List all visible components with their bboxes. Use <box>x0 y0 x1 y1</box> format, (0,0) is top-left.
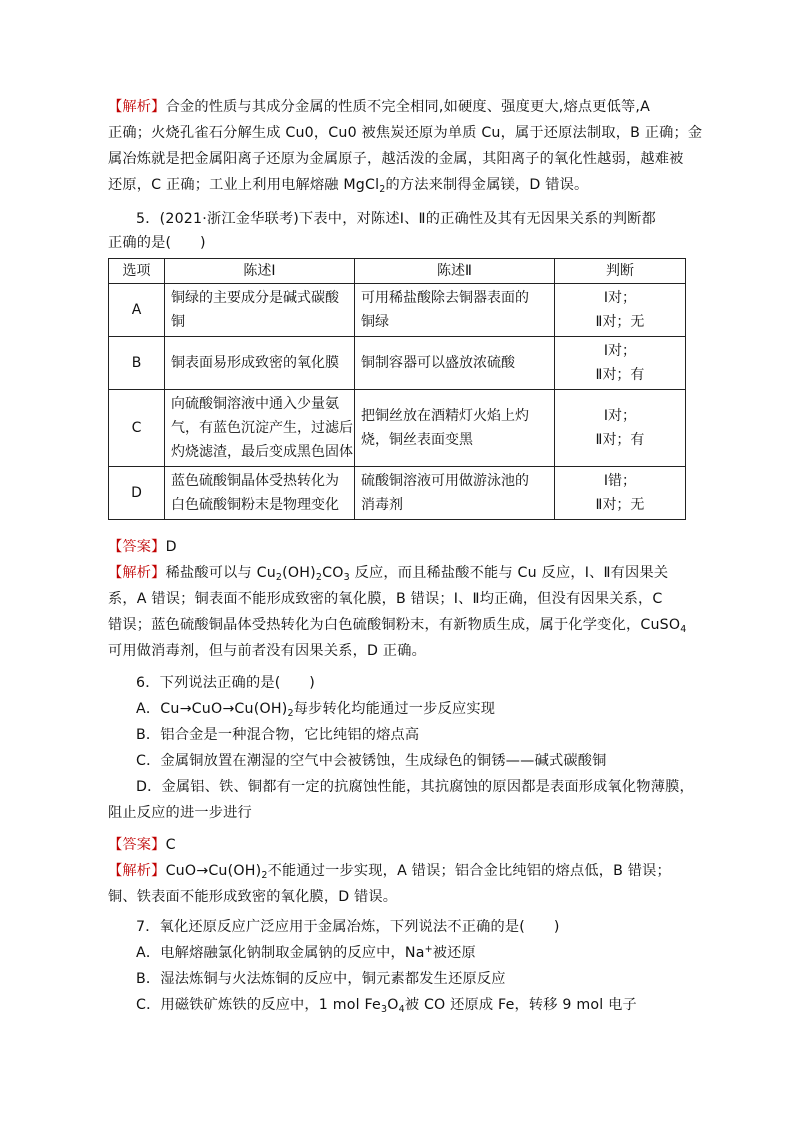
q6-option-a: A．$Cu\to CuO\to Cu(OH)_2$每步转化均能通过一步反应实现 <box>136 701 496 719</box>
statement-1-cell: 铜绿的主要成分是碱式碳酸 铜 <box>165 284 355 337</box>
judgement-cell: Ⅰ对； Ⅱ对；无 <box>555 284 686 337</box>
answer-tag: 【答案】 <box>108 837 166 853</box>
statement-1-cell: 蓝色硫酸铜晶体受热转化为 白色硫酸铜粉末是物理变化 <box>165 467 355 520</box>
analysis-tag: 【解析】 <box>108 565 166 581</box>
analysis-tag: 【解析】 <box>108 99 166 115</box>
table-row <box>109 390 686 467</box>
statement-2-cell: 铜制容器可以盛放浓硫酸 <box>355 337 555 390</box>
header-statement-2: 陈述Ⅱ <box>355 259 555 284</box>
statement-1-cell: 向硫酸铜溶液中通入少量氨 气，有蓝色沉淀产生，过滤后 灼烧滤渣，最后变成黑色固体 <box>165 390 355 467</box>
statement-2-cell: 可用稀盐酸除去铜器表面的 铜绿 <box>355 284 555 337</box>
q4-analysis-line-3: 属冶炼就是把金属阳离子还原为金属原子，越活泼的金属，其阳离子的氧化性越弱，越难被 <box>108 151 684 167</box>
q6-analysis-line-1: 【解析】$CuO\to Cu(OH)_2$不能通过一步实现，A 错误；铝合金比纯铝的熔点低，B 错误； <box>108 863 671 881</box>
table-header-row <box>109 259 686 284</box>
q6-answer-line <box>108 834 688 856</box>
q6-option-d-line-2: 阻止反应的进一步进行 <box>108 805 252 821</box>
option-cell: B <box>109 337 165 390</box>
table-row <box>109 467 686 520</box>
statement-2-cell: 把铜丝放在酒精灯火焰上灼 烧，铜丝表面变黑 <box>355 390 555 467</box>
q5-answer-line <box>108 536 688 558</box>
q7-option-c: C．用磁铁矿炼铁的反应中，1 mol $Fe_3O_4$被 CO 还原成 Fe，转移 9 mol 电子 <box>136 997 637 1015</box>
q5-analysis-line-4: 可用做消毒剂，但与前者没有因果关系，D 正确。 <box>108 643 426 659</box>
q7-option-a: A．电解熔融氯化钠制取金属钠的反应中，Na+被还原 <box>136 944 476 961</box>
q6-option-d-line-1: D．金属铝、铁、铜都有一定的抗腐蚀性能，其抗腐蚀的原因都是表面形成氧化物薄膜， <box>136 779 694 795</box>
answer-tag: 【答案】 <box>108 539 166 555</box>
q6-stem: 6．下列说法正确的是( ) <box>136 675 315 691</box>
option-cell: A <box>109 284 165 337</box>
q7-option-b: B．湿法炼铜与火法炼铜的反应中，铜元素都发生还原反应 <box>136 971 506 987</box>
q4-analysis-line-1: 【解析】合金的性质与其成分金属的性质不完全相同,如硬度、强度更大,熔点更低等,A <box>108 99 650 115</box>
judgement-cell: Ⅰ对； Ⅱ对；有 <box>555 337 686 390</box>
table-row <box>109 337 686 390</box>
q5-table <box>108 258 686 520</box>
statement-2-cell: 硫酸铜溶液可用做游泳池的 消毒剂 <box>355 467 555 520</box>
header-statement-1: 陈述Ⅰ <box>165 259 355 284</box>
answer-value: D <box>165 539 177 555</box>
q6-option-b: B．铝合金是一种混合物，它比纯铝的熔点高 <box>136 727 420 743</box>
q4-analysis-line-2: 正确；火烧孔雀石分解生成 Cu0，Cu0 被焦炭还原为单质 Cu，属于还原法制取，B 正确；金 <box>108 125 703 141</box>
q5-stem-line-2: 正确的是( ) <box>108 235 206 251</box>
table-row <box>109 284 686 337</box>
judgement-cell: Ⅰ错； Ⅱ对；无 <box>555 467 686 520</box>
option-cell: D <box>109 467 165 520</box>
analysis-tag: 【解析】 <box>108 863 166 879</box>
header-judgement: 判断 <box>555 259 686 284</box>
answer-value: C <box>165 837 176 853</box>
header-option: 选项 <box>109 259 165 284</box>
statement-1-cell: 铜表面易形成致密的氧化膜 <box>165 337 355 390</box>
q5-analysis-line-3: 错误；蓝色硫酸铜晶体受热转化为白色硫酸铜粉末，有新物质生成，属于化学变化，CuSO$_4$ <box>108 617 687 635</box>
q6-option-c: C．金属铜放置在潮湿的空气中会被锈蚀，生成绿色的铜锈——碱式碳酸铜 <box>136 753 607 769</box>
q5-analysis-line-1: 【解析】稀盐酸可以与 $Cu_2(OH)_2CO_3$ 反应，而且稀盐酸不能与 Cu 反应，Ⅰ、Ⅱ有因果关 <box>108 565 669 583</box>
q6-analysis-line-2: 铜、铁表面不能形成致密的氧化膜，D 错误。 <box>108 889 398 905</box>
q4-analysis-line-4: 还原，C 正确；工业上利用电解熔融 MgCl$_2$的方法来制得金属镁，D 错误。 <box>108 177 589 195</box>
q7-stem: 7．氧化还原反应广泛应用于金属冶炼，下列说法不正确的是( ) <box>136 919 560 935</box>
judgement-cell: Ⅰ对； Ⅱ对；有 <box>555 390 686 467</box>
option-cell: C <box>109 390 165 467</box>
q5-analysis-line-2: 系，A 错误；铜表面不能形成致密的氧化膜，B 错误；Ⅰ、Ⅱ均正确，但没有因果关系，C <box>108 591 663 607</box>
q5-stem-line-1: 5．(2021·浙江金华联考)下表中，对陈述Ⅰ、Ⅱ的正确性及其有无因果关系的判断都 <box>136 211 656 227</box>
